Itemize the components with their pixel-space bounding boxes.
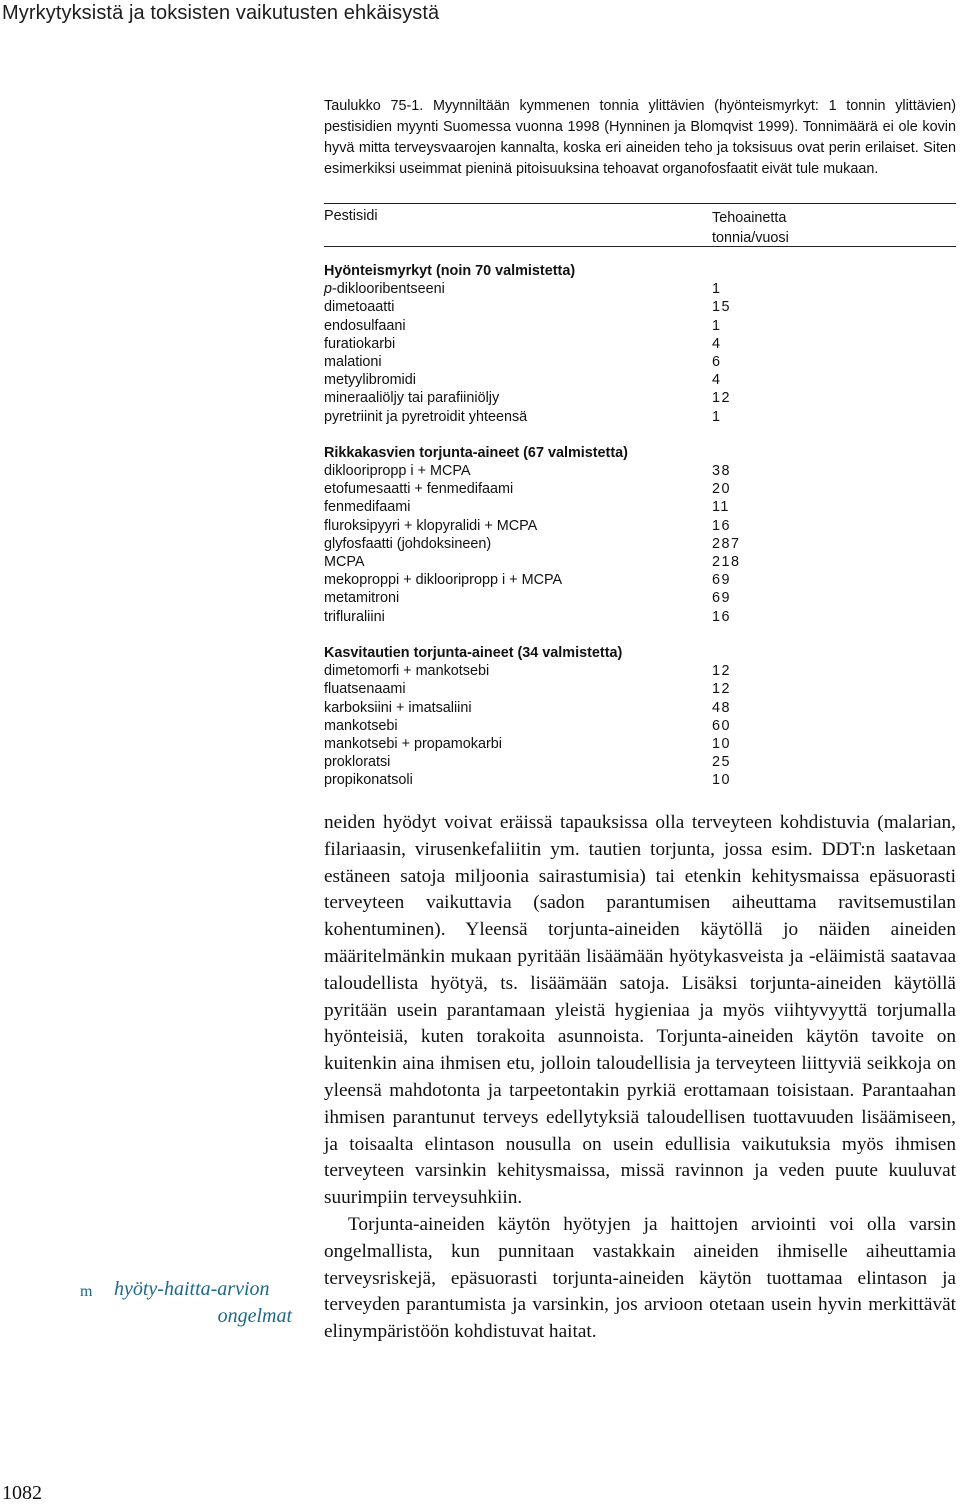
pesticide-name-text: etofumesaatti + fenmedifaami [324, 481, 514, 498]
pesticide-name [324, 498, 712, 516]
pesticide-name-text: pyretriinit ja pyretroidit yhteensä [324, 408, 528, 425]
pesticide-name [324, 571, 712, 589]
pesticide-name [324, 680, 712, 698]
table-row [324, 589, 956, 607]
table-row [324, 735, 956, 753]
pesticide-table [324, 262, 956, 808]
pesticide-amount: 6 [712, 353, 722, 370]
pesticide-amount: 69 [712, 590, 732, 607]
pesticide-name [324, 280, 712, 298]
pesticide-amount: 12 [712, 390, 732, 407]
table-row [324, 371, 956, 389]
pesticide-amount: 4 [712, 372, 722, 389]
column-header-amount-line2: tonnia/vuosi [712, 230, 789, 246]
pesticide-amount: 10 [712, 772, 732, 789]
pesticide-amount: 287 [712, 535, 741, 552]
pesticide-name [324, 335, 712, 353]
pesticide-name [324, 317, 712, 335]
pesticide-name [324, 480, 712, 498]
pesticide-name-text: malationi [324, 353, 382, 370]
paragraph: Torjunta-aineiden käytön hyötyjen ja haittojen arviointi voi olla varsin ongelmallista, kun punnitaan vastakkain aineiden ihmiselle aiheuttamia terveysriskejä, epäsuorasti torjunta-aineiden käytön tuottamaa elintason ja terveyden parantumista ja varsinkin, jos arvioon otetaan usein hyvin merkittävät elinympäristöön kohdistuvat haitat. [324, 1213, 956, 1343]
table-row [324, 389, 956, 407]
column-header-amount-line1: Tehoainetta [712, 210, 787, 226]
pesticide-name [324, 353, 712, 371]
table-row [324, 662, 956, 680]
pesticide-name-text: fluroksipyyri + klopyralidi + MCPA [324, 517, 538, 534]
pesticide-name-text: mankotsebi + propamokarbi [324, 735, 502, 752]
pesticide-name-text: dimetoaatti [324, 299, 395, 316]
pesticide-name [324, 553, 712, 571]
pesticide-amount: 25 [712, 754, 732, 771]
table-header-rule [324, 246, 956, 247]
pesticide-amount: 60 [712, 717, 732, 734]
pesticide-name [324, 608, 712, 626]
pesticide-name-text: karboksiini + imatsaliini [324, 699, 472, 716]
table-row [324, 753, 956, 771]
table-row [324, 408, 956, 426]
table-row [324, 280, 956, 298]
pesticide-name-text: -diklooribentseeni [332, 281, 445, 298]
table-row [324, 498, 956, 516]
column-header-amount [712, 208, 789, 248]
pesticide-name [324, 298, 712, 316]
table-row [324, 571, 956, 589]
column-header-pesticide: Pestisidi [324, 208, 378, 224]
table-group [324, 644, 956, 790]
body-text [324, 810, 956, 1346]
running-title: Myrkytyksistä ja toksisten vaikutusten ehkäisystä [2, 2, 440, 24]
pesticide-amount: 1 [712, 281, 722, 298]
table-group [324, 262, 956, 426]
table-group-title: Rikkakasvien torjunta-aineet (67 valmistetta) [324, 444, 628, 461]
pesticide-name [324, 735, 712, 753]
table-top-rule [324, 203, 956, 204]
table-row [324, 298, 956, 316]
pesticide-amount: 12 [712, 681, 732, 698]
pesticide-name-text: mankotsebi [324, 717, 398, 734]
pesticide-name-text: metyylibromidi [324, 372, 416, 389]
table-row [324, 553, 956, 571]
table-row [324, 517, 956, 535]
pesticide-name-text: furatiokarbi [324, 335, 396, 352]
pesticide-name [324, 699, 712, 717]
table-row [324, 317, 956, 335]
pesticide-amount: 15 [712, 299, 732, 316]
table-row [324, 480, 956, 498]
page-number: 1082 [2, 1482, 42, 1504]
pesticide-name-text: prokloratsi [324, 754, 391, 771]
pesticide-name-text: metamitroni [324, 590, 400, 607]
table-row [324, 771, 956, 789]
pesticide-name-text: fenmedifaami [324, 499, 411, 516]
pesticide-amount: 1 [712, 408, 722, 425]
margin-bullet-icon: m [80, 1283, 93, 1300]
pesticide-name [324, 717, 712, 735]
pesticide-amount: 12 [712, 663, 732, 680]
table-group [324, 444, 956, 626]
table-group-title: Kasvitautien torjunta-aineet (34 valmistetta) [324, 644, 623, 661]
pesticide-name-text: dimetomorfi + mankotsebi [324, 663, 490, 680]
pesticide-name-text: glyfosfaatti (johdoksineen) [324, 535, 492, 552]
pesticide-name [324, 771, 712, 789]
table-row [324, 462, 956, 480]
pesticide-name-prefix: p [324, 281, 333, 298]
pesticide-amount: 218 [712, 554, 741, 571]
pesticide-amount: 11 [712, 499, 730, 516]
pesticide-amount: 16 [712, 517, 732, 534]
pesticide-name-text: fluatsenaami [324, 681, 406, 698]
pesticide-name [324, 589, 712, 607]
pesticide-amount: 20 [712, 481, 732, 498]
table-row [324, 353, 956, 371]
table-row [324, 335, 956, 353]
pesticide-name-text: MCPA [324, 554, 365, 571]
table-caption: Taulukko 75-1. Myynniltään kymmenen tonnia ylittävien (hyönteismyrkyt: 1 tonnin ylittävien) pestisidien myynti Suomessa vuonna 1998 (Hynninen ja Blomqvist 1999). Tonnimäärä ei ole kovin hyvä mitta terveysvaarojen kannalta, koska eri aineiden teho ja toksisuus ovat perin erilaiset. Siten esimerkiksi useimmat pieninä pitoisuuksina tehoavat organofosfaatit eivät tule mukaan. [324, 98, 956, 177]
pesticide-name [324, 753, 712, 771]
pesticide-amount: 4 [712, 335, 722, 352]
pesticide-name-text: diklooripropp i + MCPA [324, 463, 471, 480]
pesticide-amount: 38 [712, 463, 732, 480]
pesticide-amount: 16 [712, 608, 732, 625]
margin-note-line1: hyöty-haitta-arvion [114, 1278, 270, 1300]
table-row [324, 680, 956, 698]
pesticide-name-text: trifluraliini [324, 608, 385, 625]
pesticide-amount: 10 [712, 735, 732, 752]
pesticide-amount: 69 [712, 572, 732, 589]
pesticide-name [324, 371, 712, 389]
pesticide-name-text: mineraaliöljy tai parafiiniöljy [324, 390, 500, 407]
pesticide-name-text: propikonatsoli [324, 772, 413, 789]
table-group-title: Hyönteismyrkyt (noin 70 valmistetta) [324, 263, 576, 279]
pesticide-name [324, 462, 712, 480]
paragraph: neiden hyödyt voivat eräissä tapauksissa olla terveyteen kohdistuvia (malarian, filariaasin, virusenkefaliitin ym. tautien torjunta, jossa esim. DDT:n lasketaan estäneen satoja miljoonia sairastumisia) tai etenkin kehitysmaissa epäsuorasti terveyteen vaikuttavia (sadon parantumisen aiheuttama ravitsemustilan kohentuminen). Yleensä torjunta-aineiden käytöllä jo näiden aineiden määritelmänkin mukaan pyritään lisäämään hyötykasveista ja -eläimistä saatavaa taloudellista hyötyä, ts. lisäämään satoja. Lisäksi torjunta-aineiden käytöllä pyritään usein parantamaan yleistä hygieniaa ja myös viihtyvyyttä torjumalla hyönteisiä, kuten torakoita asunnoista. Torjunta-aineiden käytön tavoite on kuitenkin aina ihmisen etu, jolloin taloudellisia ja terveyteen liittyviä seikkoja on yleensä mahdotonta ja tarpeetontakin pyrkiä erottamaan toisistaan. Parantaahan ihmisen parantunut terveys edellytyksiä taloudellisen tuottavuuden lisäämiseen, ja toisaalta elintason nousulla on usein edullisia vaikutuksia myös ihmisen terveyteen varsinkin kehitysmaissa, missä ravinnon ja veden puute kuuluvat suurimpiin terveysuhkiin. [324, 812, 956, 1209]
table-row [324, 608, 956, 626]
pesticide-amount: 48 [712, 699, 732, 716]
table-row [324, 699, 956, 717]
pesticide-amount: 1 [712, 317, 722, 334]
table-row [324, 717, 956, 735]
pesticide-name-text: endosulfaani [324, 317, 406, 334]
margin-note-line2: ongelmat [217, 1305, 292, 1327]
pesticide-name-text: mekoproppi + diklooripropp i + MCPA [324, 572, 563, 589]
pesticide-name [324, 389, 712, 407]
table-row [324, 535, 956, 553]
pesticide-name [324, 535, 712, 553]
pesticide-name [324, 662, 712, 680]
pesticide-name [324, 517, 712, 535]
pesticide-name [324, 408, 712, 426]
